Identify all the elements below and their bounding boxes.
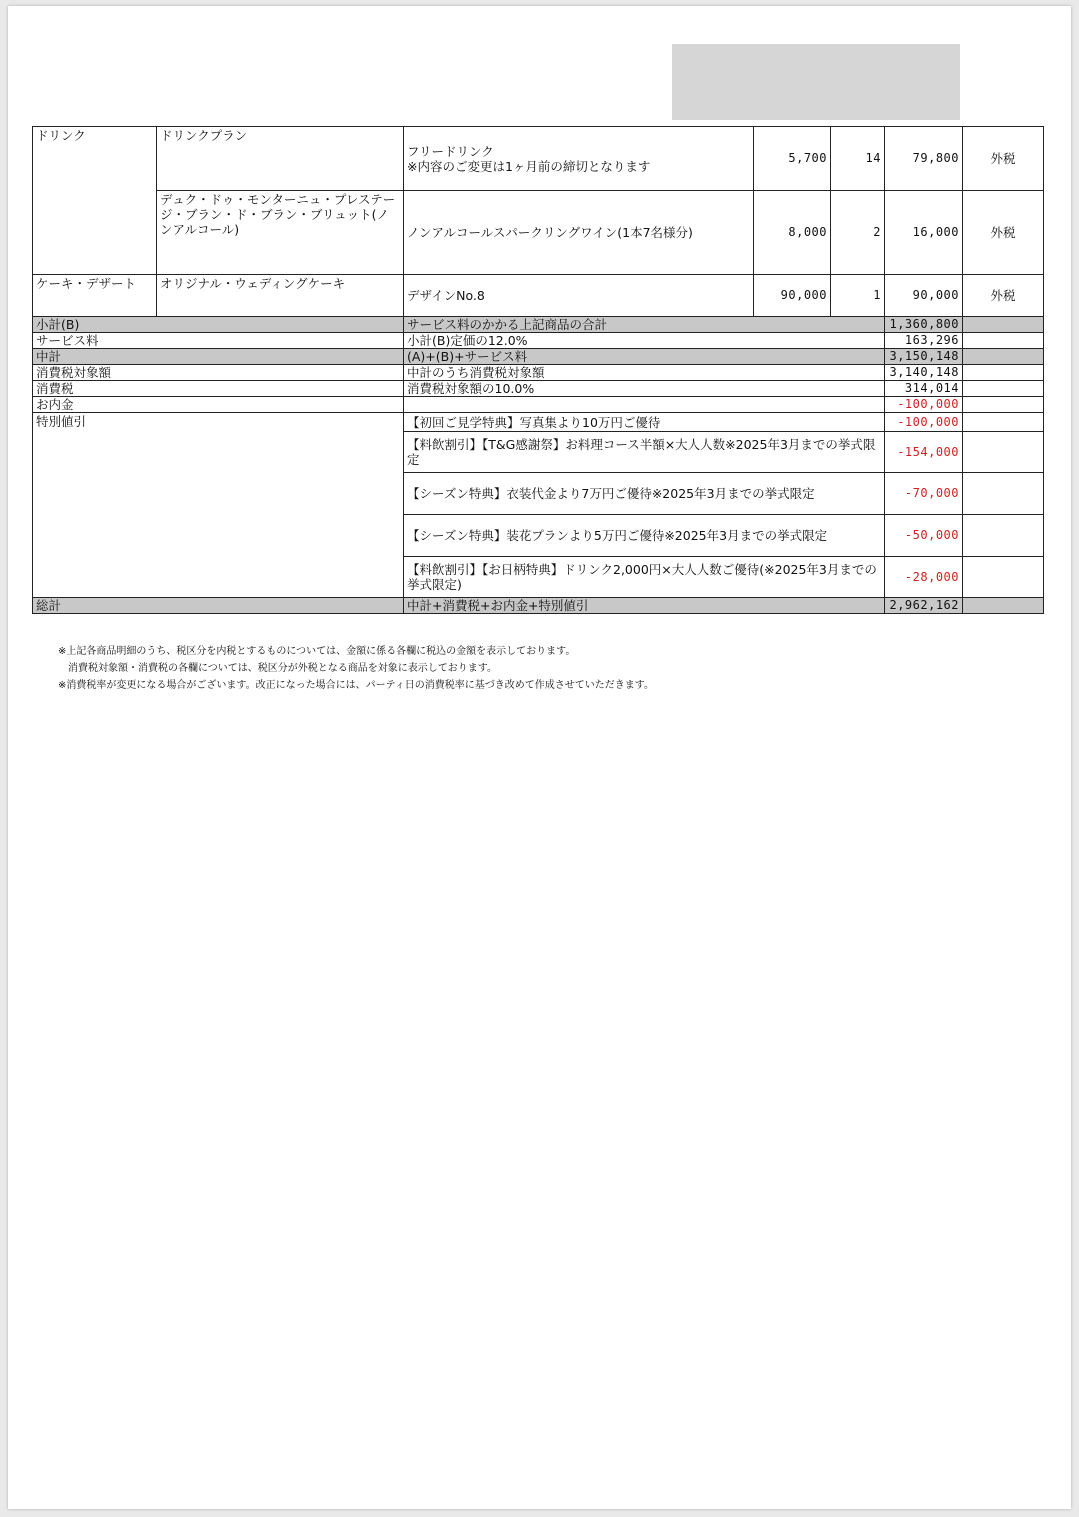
item-qty: 1 [831, 275, 885, 317]
subtotal-amount: 1,360,800 [885, 317, 963, 333]
item-tax-type: 外税 [963, 191, 1044, 275]
item-name: デュク・ドゥ・モンターニュ・プレステージ・ブラン・ド・ブラン・ブリュット(ノンアルコール) [157, 191, 404, 275]
discount-row [33, 413, 1044, 432]
taxable-desc: 中計のうち消費税対象額 [404, 365, 885, 381]
consumption-tax-label: 消費税 [33, 381, 404, 397]
footnote: ※消費税率が変更になる場合がございます。改正になった場合には、パーティ日の消費税率に基づき改めて作成させていただきます。 [58, 680, 654, 691]
item-category: ドリンク [33, 127, 157, 275]
grand-total-row [33, 598, 1044, 614]
consumption-tax-desc: 消費税対象額の10.0% [404, 381, 885, 397]
subtotal-desc: サービス料のかかる上記商品の合計 [404, 317, 885, 333]
item-tax-type: 外税 [963, 127, 1044, 191]
discount-amount: -100,000 [885, 413, 963, 432]
grand-total-desc: 中計+消費税+お内金+特別値引 [404, 598, 885, 614]
table-row [33, 275, 1044, 317]
midtotal-row [33, 349, 1044, 365]
footnotes [58, 643, 654, 694]
subtotal-label: 小計(B) [33, 317, 404, 333]
taxable-amount: 3,140,148 [885, 365, 963, 381]
service-fee-label: サービス料 [33, 333, 404, 349]
discount-amount: -50,000 [885, 515, 963, 557]
deposit-label: お内金 [33, 397, 404, 413]
discount-desc: 【シーズン特典】衣装代金より7万円ご優待※2025年3月までの挙式限定 [404, 473, 885, 515]
midtotal-label: 中計 [33, 349, 404, 365]
item-description: ノンアルコールスパークリングワイン(1本7名様分) [404, 191, 754, 275]
table-row [33, 127, 1044, 191]
consumption-tax-row [33, 381, 1044, 397]
taxable-row [33, 365, 1044, 381]
grand-total-label: 総計 [33, 598, 404, 614]
discount-desc: 【シーズン特典】装花プランより5万円ご優待※2025年3月までの挙式限定 [404, 515, 885, 557]
redacted-block [672, 44, 960, 120]
consumption-tax-amount: 314,014 [885, 381, 963, 397]
item-unit-price: 8,000 [754, 191, 831, 275]
item-unit-price: 90,000 [754, 275, 831, 317]
discount-desc: 【料飲割引】【T&G感謝祭】お料理コース半額×大人人数※2025年3月までの挙式限定 [404, 432, 885, 473]
item-amount: 16,000 [885, 191, 963, 275]
discount-amount: -70,000 [885, 473, 963, 515]
item-name: ドリンクプラン [157, 127, 404, 191]
discount-amount: -28,000 [885, 557, 963, 598]
item-description: デザインNo.8 [404, 275, 754, 317]
grand-total-amount: 2,962,162 [885, 598, 963, 614]
item-category: ケーキ・デザート [33, 275, 157, 317]
service-fee-desc: 小計(B)定価の12.0% [404, 333, 885, 349]
item-description: フリードリンク ※内容のご変更は1ヶ月前の締切となります [404, 127, 754, 191]
item-qty: 2 [831, 191, 885, 275]
deposit-desc [404, 397, 885, 413]
item-unit-price: 5,700 [754, 127, 831, 191]
estimate-table [32, 126, 1044, 614]
footnote: ※上記各商品明細のうち、税区分を内税とするものについては、金額に係る各欄に税込の金額を表示しております。 [58, 646, 576, 657]
footnote: 消費税対象額・消費税の各欄については、税区分が外税となる商品を対象に表示しております。 [58, 663, 497, 674]
discount-desc: 【料飲割引】【お日柄特典】ドリンク2,000円×大人人数ご優待(※2025年3月までの挙式限定) [404, 557, 885, 598]
discount-label: 特別値引 [33, 413, 404, 598]
taxable-label: 消費税対象額 [33, 365, 404, 381]
service-fee-amount: 163,296 [885, 333, 963, 349]
item-qty: 14 [831, 127, 885, 191]
item-tax-type: 外税 [963, 275, 1044, 317]
midtotal-desc: (A)+(B)+サービス料 [404, 349, 885, 365]
discount-amount: -154,000 [885, 432, 963, 473]
deposit-amount: -100,000 [885, 397, 963, 413]
item-name: オリジナル・ウェディングケーキ [157, 275, 404, 317]
item-amount: 90,000 [885, 275, 963, 317]
table-row [33, 191, 1044, 275]
service-fee-row [33, 333, 1044, 349]
subtotal-row [33, 317, 1044, 333]
midtotal-amount: 3,150,148 [885, 349, 963, 365]
discount-desc: 【初回ご見学特典】写真集より10万円ご優待 [404, 413, 885, 432]
item-amount: 79,800 [885, 127, 963, 191]
deposit-row [33, 397, 1044, 413]
document-page [8, 6, 1071, 1509]
